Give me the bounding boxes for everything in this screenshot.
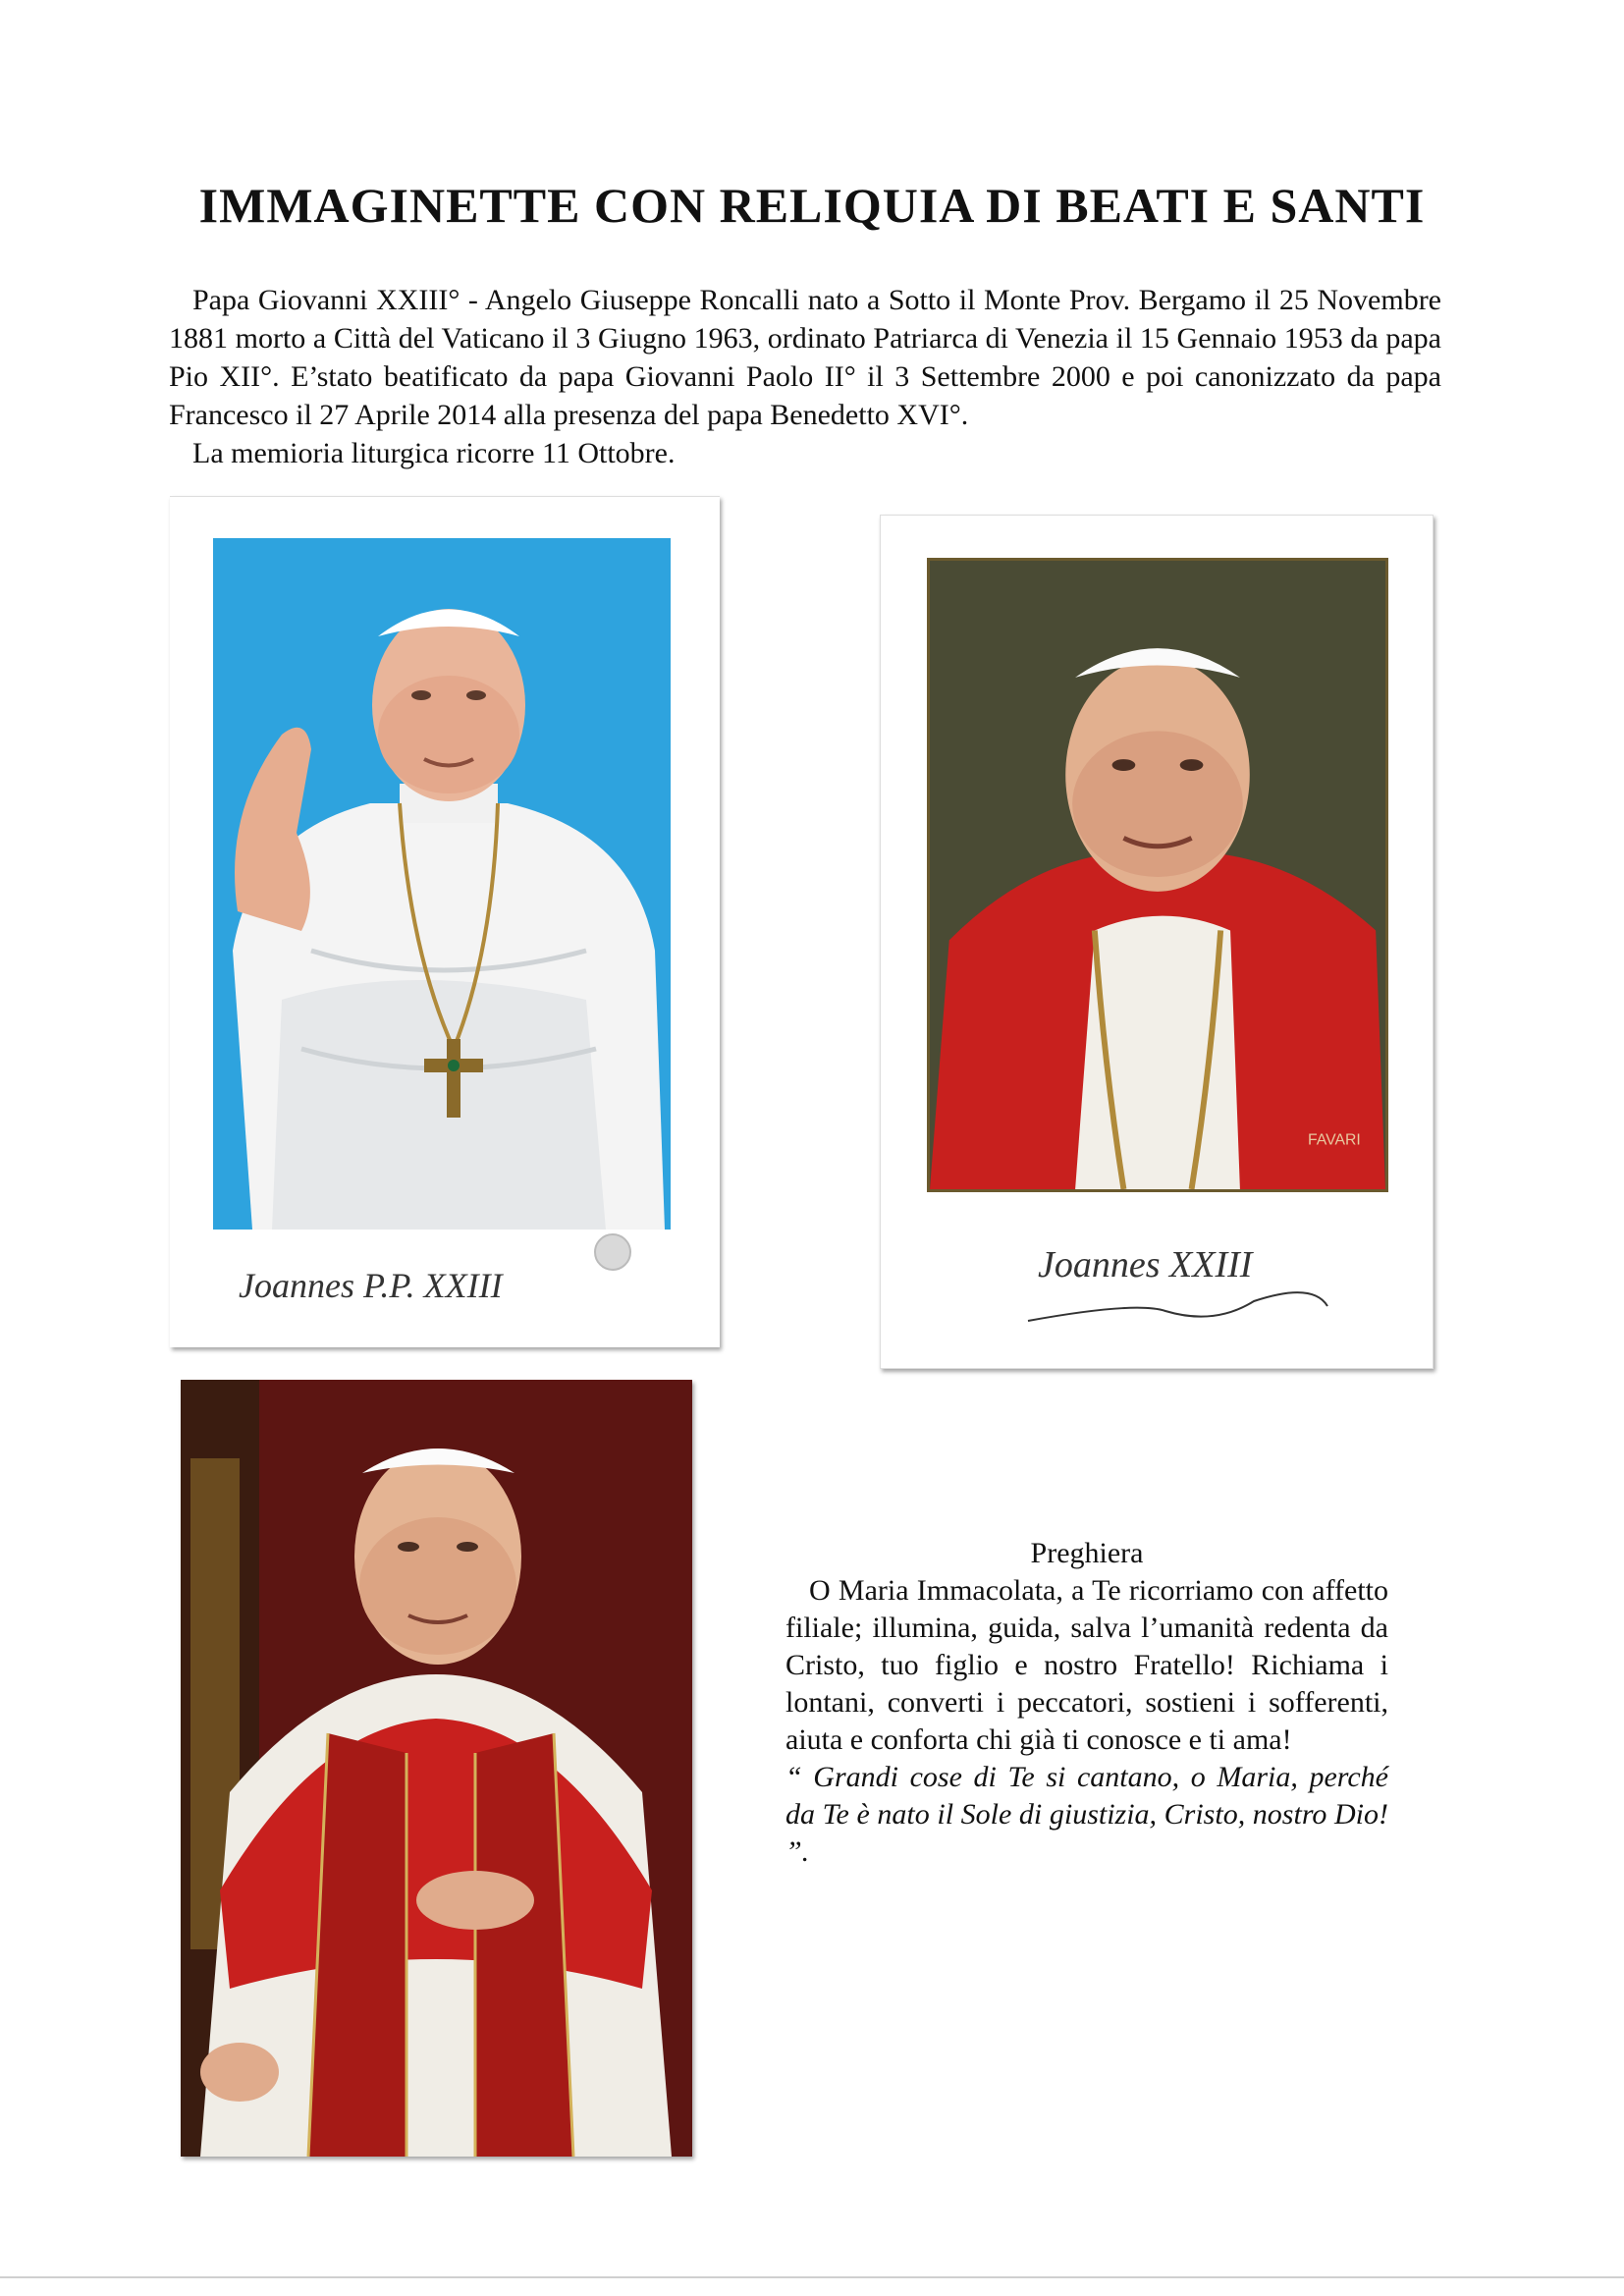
prayer-quote: “ Grandi cose di Te si cantano, o Maria, perché da Te è nato il Sole di giustizia, Cristo, nostro Dio! ”. bbox=[785, 1761, 1388, 1868]
relic-capsule bbox=[594, 1233, 631, 1271]
prayer-title: Preghiera bbox=[1030, 1537, 1144, 1569]
page-bottom-rule bbox=[0, 2276, 1624, 2278]
memoria-line: La memioria liturgica ricorre 11 Ottobre. bbox=[192, 437, 676, 469]
holy-card-2 bbox=[880, 515, 1434, 1369]
intro-paragraph: Papa Giovanni XXIII° - Angelo Giuseppe Roncalli nato a Sotto il Monte Prov. Bergamo il 25 Novembre 1881 morto a Città del Vaticano il 3 Giugno 1963, ordinato Patriarca di Venezia il 15 Gennaio 1953 da papa Pio XII°. E’stato beatificato da papa Giovanni Paolo II° il 3 Settembre 2000 e poi canonizzato da papa Francesco il 27 Aprile 2014 alla presenza del papa Benedetto XVI°. bbox=[169, 284, 1441, 431]
pope-photo-blue bbox=[213, 538, 671, 1230]
holy-card-3 bbox=[181, 1380, 692, 2157]
holy-card-1 bbox=[170, 496, 720, 1347]
signature-text-1: Joannes P.P. XXIII bbox=[239, 1266, 503, 1305]
pope-painting-red bbox=[927, 558, 1388, 1192]
prayer-body: O Maria Immacolata, a Te ricorriamo con affetto filiale; illumina, guida, salva l’umanità redenta da Cristo, tuo figlio e nostro Fratello! Richiama i lontani, converti i peccatori, sostieni i sofferenti, aiuta e conforta chi già ti conosce e ti ama! bbox=[785, 1574, 1388, 1756]
pope-photo-red-stole bbox=[181, 1380, 692, 2157]
intro-text bbox=[169, 281, 1441, 472]
page-title: IMMAGINETTE CON RELIQUIA DI BEATI E SANTI bbox=[198, 178, 1426, 233]
prayer-text bbox=[785, 1535, 1388, 1871]
artist-mark: FAVARI bbox=[1308, 1131, 1361, 1149]
signature-text-2: Joannes XXIII bbox=[1038, 1244, 1253, 1285]
signature-card-2 bbox=[1018, 1232, 1332, 1340]
